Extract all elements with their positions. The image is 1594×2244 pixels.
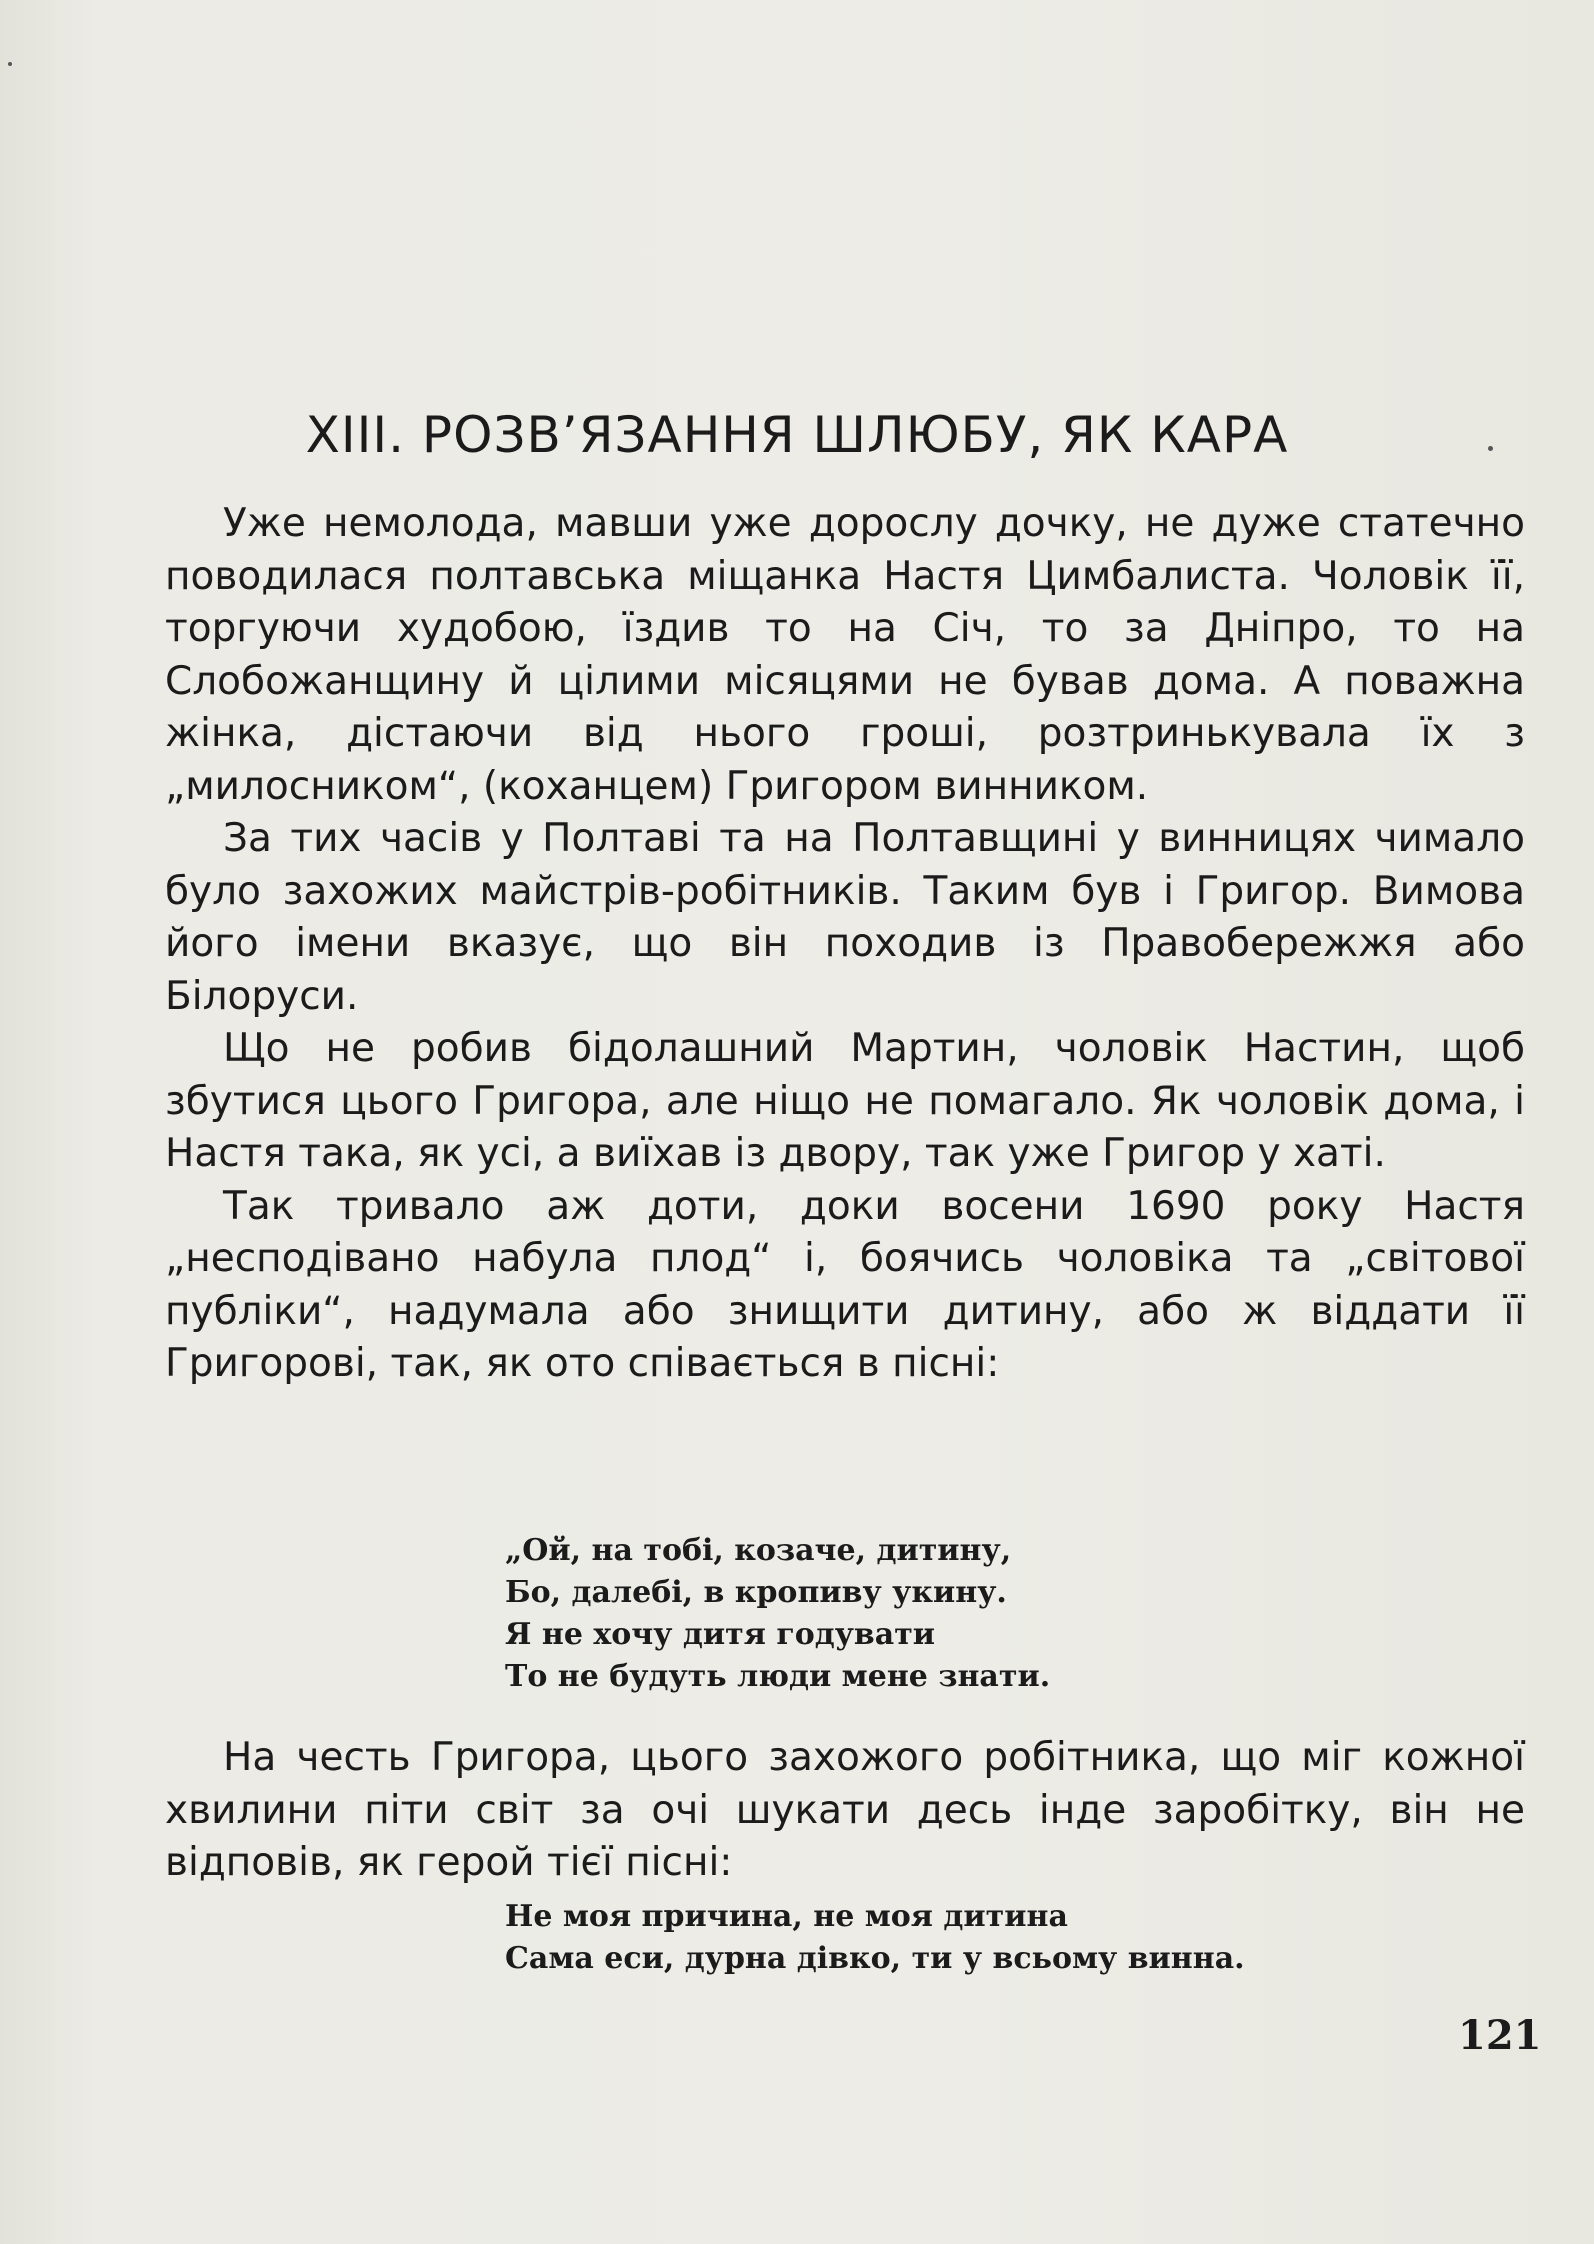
paragraph: Що не робив бідолашний Мартин, чоловік Настин, щоб збутися цього Григора, але ніщо не помагало. Як чоловік дома, і Настя така, як усі, а виїхав із двору, так уже Григор у хаті. xyxy=(165,1026,1525,1176)
chapter-heading: XIII. РОЗВ’ЯЗАННЯ ШЛЮБУ, ЯК КАРА xyxy=(305,406,1289,464)
paper-speck xyxy=(8,62,12,66)
verse-line: Я не хочу дитя годувати xyxy=(505,1617,936,1652)
paragraph: Уже немолода, мавши уже дорослу дочку, не дуже статечно поводилася полтавська міщанка Настя Цимбалиста. Чоловік її, торгуючи худобою, їздив то на Січ, то за Дніпро, то на Слобожанщину й цілими місяцями не бував дома. А поважна жінка, дістаючи від нього гроші, розтринькувала їх з „милосником“, (коханцем) Григором винником. xyxy=(165,501,1525,809)
verse-quote xyxy=(505,1896,1245,1980)
page-number: 121 xyxy=(1458,2012,1542,2059)
paragraph: За тих часів у Полтаві та на Полтавщині у винницях чимало було захожих майстрів-робітників. Таким був і Григор. Вимова його імени вказує, що він походив із Правобережжя або Білоруси. xyxy=(165,816,1525,1019)
paragraph: На честь Григора, цього захожого робітника, що міг кожної хвилини піти світ за очі шукати десь інде заробітку, він не відповів, як герой тієї пісні: xyxy=(165,1735,1525,1885)
verse-line: Бо, далебі, в кропиву укину. xyxy=(505,1575,1007,1610)
verse-line: Сама еси, дурна дівко, ти у всьому винна. xyxy=(505,1941,1245,1976)
body-text-lower xyxy=(165,1732,1525,1890)
verse-line: „Ой, на тобі, козаче, дитину, xyxy=(505,1533,1012,1568)
paragraph: Так тривало аж доти, доки восени 1690 року Настя „несподівано набула плод“ і, боячись чоловіка та „світової публіки“, надумала або знищити дитину, або ж віддати її Григорові, так, як ото співається в пісні: xyxy=(165,1183,1525,1386)
verse-line: Не моя причина, не моя дитина xyxy=(505,1899,1068,1934)
verse-line: То не будуть люди мене знати. xyxy=(505,1659,1051,1694)
verse-quote xyxy=(505,1530,1050,1698)
body-text-upper xyxy=(165,498,1525,1391)
